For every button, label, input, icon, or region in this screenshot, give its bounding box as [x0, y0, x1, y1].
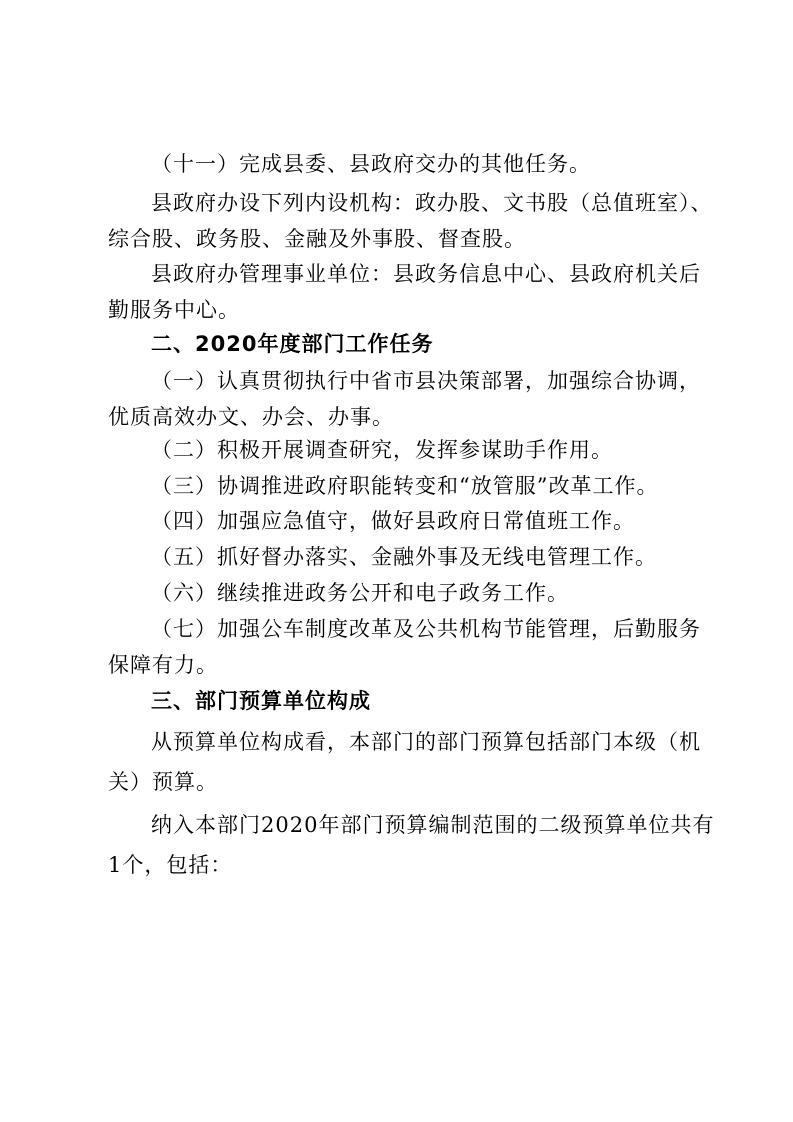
paragraph-task-5: （五）抓好督办落实、金融外事及无线电管理工作。: [151, 545, 657, 569]
paragraph-task-2: （二）积极开展调查研究，发挥参谋助手作用。: [151, 438, 613, 462]
paragraph-budget-composition: 从预算单位构成看，本部门的部门预算包括部门本级（机关）预算。: [108, 730, 701, 794]
paragraph-task-6: （六）继续推进政务公开和电子政务工作。: [151, 581, 569, 605]
paragraph-affiliated-units: 县政府办管理事业单位：县政务信息中心、县政府机关后勤服务中心。: [108, 262, 701, 322]
paragraph-task-7: （七）加强公车制度改革及公共机构节能管理，后勤服务保障有力。: [108, 617, 701, 677]
paragraph-task-3: （三）协调推进政府职能转变和“放管服”改革工作。: [151, 474, 659, 498]
heading-budget-units: 三、部门预算单位构成: [151, 689, 371, 713]
heading-2020-tasks: 二、2020年度部门工作任务: [151, 332, 434, 356]
paragraph-task-11: （十一）完成县委、县政府交办的其他任务。: [151, 152, 591, 176]
paragraph-secondary-units: 纳入本部门2020年部门预算编制范围的二级预算单位共有1个，包括：: [108, 813, 715, 877]
paragraph-task-1: （一）认真贯彻执行中省市县决策部署，加强综合协调，优质高效办文、办会、办事。: [108, 369, 701, 429]
paragraph-internal-units: 县政府办设下列内设机构：政办股、文书股（总值班室）、综合股、政务股、金融及外事股、督查股。: [108, 191, 713, 251]
paragraph-task-4: （四）加强应急值守，做好县政府日常值班工作。: [151, 509, 635, 533]
